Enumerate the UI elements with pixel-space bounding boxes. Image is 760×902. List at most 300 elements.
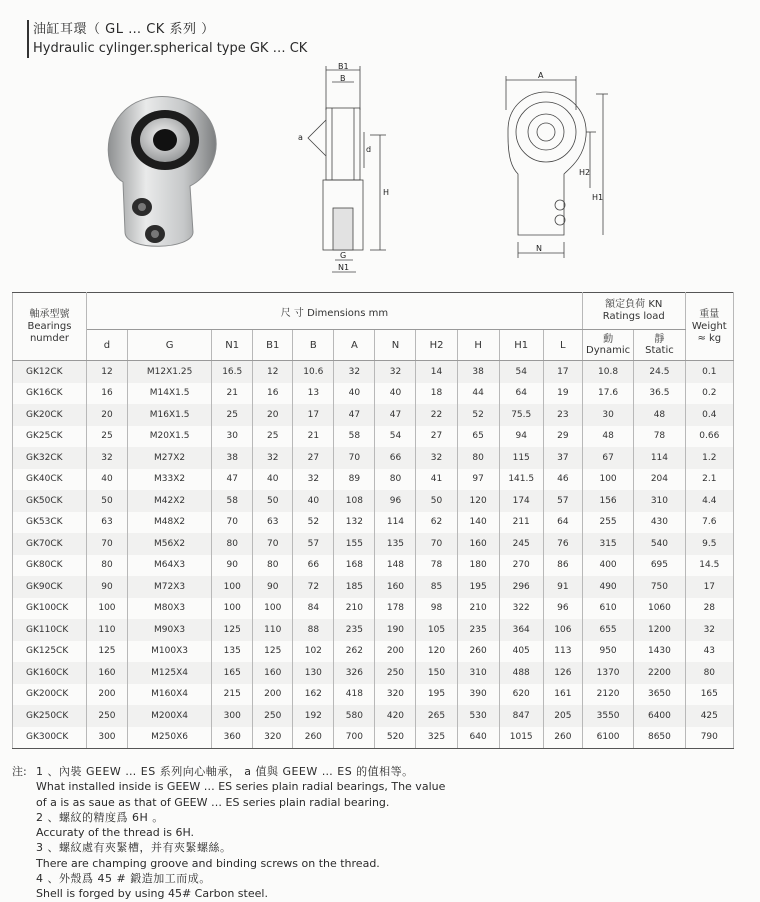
table-cell: 114 bbox=[634, 447, 685, 469]
table-cell: 80 bbox=[685, 662, 733, 684]
table-cell: 0.4 bbox=[685, 404, 733, 426]
title-chinese: 油缸耳環（ GL … CK 系列 ） bbox=[33, 22, 215, 37]
table-cell: 326 bbox=[334, 662, 375, 684]
table-cell: 80 bbox=[86, 555, 127, 577]
model-cell: GK110CK bbox=[13, 619, 87, 641]
table-cell: 32 bbox=[416, 447, 457, 469]
note-2-cn: 2 、螺紋的精度爲 6H 。 bbox=[36, 810, 164, 824]
header-ratings-en: Ratings load bbox=[602, 311, 665, 322]
header-model-cn: 軸承型號 bbox=[29, 308, 70, 320]
table-cell: 100 bbox=[212, 598, 253, 620]
note-4-cn: 4 、外殼爲 45 # 鍛造加工而成。 bbox=[36, 872, 211, 886]
model-cell: GK16CK bbox=[13, 383, 87, 405]
table-cell: 43 bbox=[685, 641, 733, 663]
table-cell: 75.5 bbox=[499, 404, 543, 426]
table-row bbox=[13, 469, 734, 491]
column-header-b: B bbox=[293, 330, 334, 361]
label-n: N bbox=[536, 244, 542, 253]
table-row bbox=[13, 619, 734, 641]
model-cell: GK25CK bbox=[13, 426, 87, 448]
spec-table bbox=[12, 292, 734, 749]
table-cell: 64 bbox=[543, 512, 582, 534]
table-cell: 10.6 bbox=[293, 361, 334, 383]
table-cell: 132 bbox=[334, 512, 375, 534]
table-cell: 40 bbox=[334, 383, 375, 405]
table-cell: 108 bbox=[334, 490, 375, 512]
table-cell: 322 bbox=[499, 598, 543, 620]
table-cell: 360 bbox=[212, 727, 253, 749]
label-n1: N1 bbox=[338, 263, 350, 272]
table-row bbox=[13, 490, 734, 512]
table-cell: 1060 bbox=[634, 598, 685, 620]
table-cell: 90 bbox=[212, 555, 253, 577]
header-model-en1: Bearings bbox=[27, 320, 72, 332]
table-cell: 320 bbox=[253, 727, 293, 749]
table-cell: 80 bbox=[375, 469, 416, 491]
table-cell: 250 bbox=[375, 662, 416, 684]
table-cell: 1430 bbox=[634, 641, 685, 663]
label-b1: B1 bbox=[338, 62, 349, 71]
table-row bbox=[13, 555, 734, 577]
header-weight-unit: ≈ kg bbox=[697, 332, 722, 344]
table-cell: M80X3 bbox=[127, 598, 211, 620]
table-cell: 174 bbox=[499, 490, 543, 512]
header-weight-en: Weight bbox=[691, 320, 727, 332]
table-cell: 65 bbox=[457, 426, 499, 448]
table-cell: 750 bbox=[634, 576, 685, 598]
table-cell: 113 bbox=[543, 641, 582, 663]
table-row bbox=[13, 383, 734, 405]
table-cell: 100 bbox=[86, 598, 127, 620]
table-cell: 14 bbox=[416, 361, 457, 383]
table-cell: 211 bbox=[499, 512, 543, 534]
table-cell: 48 bbox=[634, 404, 685, 426]
table-cell: 135 bbox=[375, 533, 416, 555]
table-cell: 27 bbox=[293, 447, 334, 469]
table-cell: 36.5 bbox=[634, 383, 685, 405]
notes-section bbox=[12, 764, 445, 902]
table-cell: 41 bbox=[416, 469, 457, 491]
table-cell: 162 bbox=[293, 684, 334, 706]
table-row bbox=[13, 361, 734, 383]
table-cell: 245 bbox=[499, 533, 543, 555]
table-cell: 32 bbox=[253, 447, 293, 469]
header-dimensions: 尺 寸 Dimensions mm bbox=[86, 293, 582, 330]
table-cell: 195 bbox=[416, 684, 457, 706]
table-cell: 300 bbox=[86, 727, 127, 749]
label-a: a bbox=[298, 133, 303, 142]
table-cell: 32 bbox=[685, 619, 733, 641]
table-cell: 156 bbox=[582, 490, 633, 512]
table-cell: 24.5 bbox=[634, 361, 685, 383]
column-header-a: A bbox=[334, 330, 375, 361]
column-header-n: N bbox=[375, 330, 416, 361]
table-cell: 20 bbox=[253, 404, 293, 426]
header-dynamic bbox=[582, 330, 633, 361]
table-cell: 148 bbox=[375, 555, 416, 577]
table-cell: 21 bbox=[293, 426, 334, 448]
table-cell: 29 bbox=[543, 426, 582, 448]
table-cell: 28 bbox=[685, 598, 733, 620]
table-cell: 1015 bbox=[499, 727, 543, 749]
table-cell: 70 bbox=[253, 533, 293, 555]
table-cell: 847 bbox=[499, 705, 543, 727]
table-cell: 250 bbox=[86, 705, 127, 727]
table-cell: 70 bbox=[334, 447, 375, 469]
column-header-h: H bbox=[457, 330, 499, 361]
header-static bbox=[634, 330, 685, 361]
model-cell: GK125CK bbox=[13, 641, 87, 663]
table-cell: 425 bbox=[685, 705, 733, 727]
table-cell: 62 bbox=[416, 512, 457, 534]
table-cell: 204 bbox=[634, 469, 685, 491]
table-cell: 16.5 bbox=[212, 361, 253, 383]
table-cell: 488 bbox=[499, 662, 543, 684]
column-header-g: G bbox=[127, 330, 211, 361]
table-cell: 19 bbox=[543, 383, 582, 405]
table-cell: M125X4 bbox=[127, 662, 211, 684]
table-cell: M72X3 bbox=[127, 576, 211, 598]
label-d: d bbox=[366, 145, 372, 154]
table-cell: 190 bbox=[375, 619, 416, 641]
table-row bbox=[13, 576, 734, 598]
column-header-h2: H2 bbox=[416, 330, 457, 361]
table-cell: 115 bbox=[499, 447, 543, 469]
column-header-b1: B1 bbox=[253, 330, 293, 361]
table-cell: 430 bbox=[634, 512, 685, 534]
table-cell: 540 bbox=[634, 533, 685, 555]
table-cell: 695 bbox=[634, 555, 685, 577]
table-cell: 195 bbox=[457, 576, 499, 598]
table-cell: 160 bbox=[375, 576, 416, 598]
table-cell: 32 bbox=[86, 447, 127, 469]
table-cell: 126 bbox=[543, 662, 582, 684]
table-cell: 160 bbox=[253, 662, 293, 684]
table-cell: M20X1.5 bbox=[127, 426, 211, 448]
column-header-n1: N1 bbox=[212, 330, 253, 361]
table-cell: 7.6 bbox=[685, 512, 733, 534]
table-cell: 38 bbox=[457, 361, 499, 383]
table-cell: 418 bbox=[334, 684, 375, 706]
table-cell: 64 bbox=[499, 383, 543, 405]
table-cell: 790 bbox=[685, 727, 733, 749]
table-cell: 67 bbox=[582, 447, 633, 469]
model-cell: GK250CK bbox=[13, 705, 87, 727]
table-cell: 86 bbox=[543, 555, 582, 577]
table-cell: 78 bbox=[634, 426, 685, 448]
label-h: H bbox=[383, 188, 390, 197]
table-cell: 200 bbox=[86, 684, 127, 706]
note-1-en-line2: of a is as saue as that of GEEW … ES series plain radial bearing. bbox=[36, 795, 390, 809]
table-cell: 30 bbox=[582, 404, 633, 426]
table-cell: 3550 bbox=[582, 705, 633, 727]
table-cell: 580 bbox=[334, 705, 375, 727]
table-row bbox=[13, 662, 734, 684]
table-cell: 25 bbox=[253, 426, 293, 448]
table-cell: 950 bbox=[582, 641, 633, 663]
table-cell: M33X2 bbox=[127, 469, 211, 491]
table-cell: 27 bbox=[416, 426, 457, 448]
table-cell: 160 bbox=[457, 533, 499, 555]
table-cell: 6400 bbox=[634, 705, 685, 727]
table-cell: 265 bbox=[416, 705, 457, 727]
table-cell: 610 bbox=[582, 598, 633, 620]
header-ratings-cn: 額定負荷 KN bbox=[605, 299, 663, 310]
header-dynamic-en: Dynamic bbox=[586, 345, 631, 356]
table-cell: 210 bbox=[457, 598, 499, 620]
table-cell: 17 bbox=[293, 404, 334, 426]
table-cell: 260 bbox=[457, 641, 499, 663]
table-cell: 54 bbox=[499, 361, 543, 383]
table-cell: 12 bbox=[86, 361, 127, 383]
table-cell: 91 bbox=[543, 576, 582, 598]
model-cell: GK80CK bbox=[13, 555, 87, 577]
table-cell: 97 bbox=[457, 469, 499, 491]
model-cell: GK12CK bbox=[13, 361, 87, 383]
side-view-drawing bbox=[290, 60, 410, 278]
front-view-drawing bbox=[478, 70, 618, 266]
table-cell: 17 bbox=[685, 576, 733, 598]
table-cell: 40 bbox=[375, 383, 416, 405]
table-cell: 9.5 bbox=[685, 533, 733, 555]
table-cell: 44 bbox=[457, 383, 499, 405]
model-cell: GK100CK bbox=[13, 598, 87, 620]
table-cell: 80 bbox=[212, 533, 253, 555]
table-cell: 155 bbox=[334, 533, 375, 555]
table-cell: 96 bbox=[375, 490, 416, 512]
table-row bbox=[13, 447, 734, 469]
header-ratings bbox=[582, 293, 685, 330]
header-static-en: Static bbox=[645, 345, 674, 356]
table-cell: 2120 bbox=[582, 684, 633, 706]
note-2 bbox=[12, 810, 445, 841]
table-cell: 390 bbox=[457, 684, 499, 706]
table-cell: 90 bbox=[86, 576, 127, 598]
header-static-cn: 靜 bbox=[654, 334, 665, 345]
label-h2: H2 bbox=[579, 168, 591, 177]
table-cell: 17 bbox=[543, 361, 582, 383]
table-cell: 58 bbox=[334, 426, 375, 448]
table-cell: 12 bbox=[253, 361, 293, 383]
note-1-en-line1: What installed inside is GEEW … ES series plain radial bearings, The value bbox=[36, 780, 446, 794]
table-cell: 18 bbox=[416, 383, 457, 405]
table-row bbox=[13, 512, 734, 534]
table-cell: 400 bbox=[582, 555, 633, 577]
model-cell: GK53CK bbox=[13, 512, 87, 534]
note-3 bbox=[12, 840, 445, 871]
table-cell: 215 bbox=[212, 684, 253, 706]
table-cell: 135 bbox=[212, 641, 253, 663]
table-cell: 46 bbox=[543, 469, 582, 491]
table-cell: 66 bbox=[375, 447, 416, 469]
table-cell: 405 bbox=[499, 641, 543, 663]
table-cell: 260 bbox=[293, 727, 334, 749]
table-cell: 0.1 bbox=[685, 361, 733, 383]
spec-table-body bbox=[13, 361, 734, 749]
table-cell: 78 bbox=[416, 555, 457, 577]
table-cell: 205 bbox=[543, 705, 582, 727]
table-cell: 150 bbox=[416, 662, 457, 684]
table-cell: 260 bbox=[543, 727, 582, 749]
rod-end-photo bbox=[95, 82, 225, 262]
model-cell: GK20CK bbox=[13, 404, 87, 426]
table-cell: 88 bbox=[293, 619, 334, 641]
table-cell: 20 bbox=[86, 404, 127, 426]
table-cell: 80 bbox=[253, 555, 293, 577]
table-cell: 25 bbox=[212, 404, 253, 426]
table-cell: 1.2 bbox=[685, 447, 733, 469]
model-cell: GK40CK bbox=[13, 469, 87, 491]
header-dynamic-cn: 動 bbox=[603, 334, 614, 345]
table-cell: M160X4 bbox=[127, 684, 211, 706]
table-row bbox=[13, 641, 734, 663]
table-cell: 250 bbox=[253, 705, 293, 727]
table-row bbox=[13, 705, 734, 727]
table-cell: 165 bbox=[685, 684, 733, 706]
table-cell: 110 bbox=[86, 619, 127, 641]
table-cell: 140 bbox=[457, 512, 499, 534]
table-cell: 100 bbox=[212, 576, 253, 598]
table-cell: M64X3 bbox=[127, 555, 211, 577]
model-cell: GK90CK bbox=[13, 576, 87, 598]
table-cell: 0.66 bbox=[685, 426, 733, 448]
table-cell: 420 bbox=[375, 705, 416, 727]
model-cell: GK70CK bbox=[13, 533, 87, 555]
table-cell: M42X2 bbox=[127, 490, 211, 512]
table-cell: 168 bbox=[334, 555, 375, 577]
table-cell: 160 bbox=[86, 662, 127, 684]
table-cell: M90X3 bbox=[127, 619, 211, 641]
table-row bbox=[13, 533, 734, 555]
table-cell: 125 bbox=[212, 619, 253, 641]
table-cell: 210 bbox=[334, 598, 375, 620]
model-cell: GK200CK bbox=[13, 684, 87, 706]
table-cell: 47 bbox=[375, 404, 416, 426]
table-cell: 102 bbox=[293, 641, 334, 663]
header-model bbox=[13, 293, 87, 361]
table-cell: 106 bbox=[543, 619, 582, 641]
table-cell: 23 bbox=[543, 404, 582, 426]
table-cell: 32 bbox=[293, 469, 334, 491]
table-cell: 90 bbox=[253, 576, 293, 598]
header-model-en2: numder bbox=[29, 332, 69, 344]
table-cell: 14.5 bbox=[685, 555, 733, 577]
table-cell: 320 bbox=[375, 684, 416, 706]
table-cell: 4.4 bbox=[685, 490, 733, 512]
table-row bbox=[13, 684, 734, 706]
table-cell: 76 bbox=[543, 533, 582, 555]
table-cell: 235 bbox=[334, 619, 375, 641]
table-cell: 96 bbox=[543, 598, 582, 620]
label-h1: H1 bbox=[592, 193, 604, 202]
table-cell: 165 bbox=[212, 662, 253, 684]
table-row bbox=[13, 727, 734, 749]
table-cell: 72 bbox=[293, 576, 334, 598]
model-cell: GK50CK bbox=[13, 490, 87, 512]
table-cell: 200 bbox=[253, 684, 293, 706]
table-cell: 296 bbox=[499, 576, 543, 598]
table-cell: 70 bbox=[416, 533, 457, 555]
label-g: G bbox=[340, 251, 347, 260]
table-cell: 21 bbox=[212, 383, 253, 405]
table-cell: M100X3 bbox=[127, 641, 211, 663]
table-cell: 105 bbox=[416, 619, 457, 641]
table-cell: 114 bbox=[375, 512, 416, 534]
label-a-dim: A bbox=[538, 71, 544, 80]
column-header-l: L bbox=[543, 330, 582, 361]
table-cell: 70 bbox=[86, 533, 127, 555]
table-cell: 120 bbox=[416, 641, 457, 663]
table-cell: 30 bbox=[212, 426, 253, 448]
table-cell: 178 bbox=[375, 598, 416, 620]
table-row bbox=[13, 598, 734, 620]
table-cell: 120 bbox=[457, 490, 499, 512]
table-cell: 0.2 bbox=[685, 383, 733, 405]
table-cell: 300 bbox=[212, 705, 253, 727]
table-cell: 25 bbox=[86, 426, 127, 448]
table-cell: 48 bbox=[582, 426, 633, 448]
table-row bbox=[13, 404, 734, 426]
table-cell: 10.8 bbox=[582, 361, 633, 383]
table-row bbox=[13, 426, 734, 448]
table-cell: 200 bbox=[375, 641, 416, 663]
table-cell: 40 bbox=[86, 469, 127, 491]
table-cell: 94 bbox=[499, 426, 543, 448]
column-header-d: d bbox=[86, 330, 127, 361]
table-cell: 84 bbox=[293, 598, 334, 620]
table-cell: 6100 bbox=[582, 727, 633, 749]
table-cell: 620 bbox=[499, 684, 543, 706]
table-cell: 66 bbox=[293, 555, 334, 577]
table-cell: 17.6 bbox=[582, 383, 633, 405]
table-cell: 130 bbox=[293, 662, 334, 684]
note-4-en: Shell is forged by using 45# Carbon steel. bbox=[36, 887, 268, 901]
table-cell: 185 bbox=[334, 576, 375, 598]
table-cell: 98 bbox=[416, 598, 457, 620]
column-header-h1: H1 bbox=[499, 330, 543, 361]
table-cell: 16 bbox=[86, 383, 127, 405]
table-cell: 100 bbox=[582, 469, 633, 491]
title-english: Hydraulic cylinger.spherical type GK … CK bbox=[33, 41, 308, 56]
table-cell: 490 bbox=[582, 576, 633, 598]
table-cell: 38 bbox=[212, 447, 253, 469]
table-cell: M48X2 bbox=[127, 512, 211, 534]
table-cell: 141.5 bbox=[499, 469, 543, 491]
model-cell: GK32CK bbox=[13, 447, 87, 469]
table-cell: 262 bbox=[334, 641, 375, 663]
table-cell: 270 bbox=[499, 555, 543, 577]
table-cell: 161 bbox=[543, 684, 582, 706]
table-cell: 235 bbox=[457, 619, 499, 641]
header-weight-cn: 重量 bbox=[699, 308, 720, 320]
model-cell: GK160CK bbox=[13, 662, 87, 684]
note-2-en: Accuraty of the thread is 6H. bbox=[36, 826, 195, 840]
table-cell: 40 bbox=[293, 490, 334, 512]
table-cell: 52 bbox=[293, 512, 334, 534]
table-cell: 180 bbox=[457, 555, 499, 577]
table-cell: 57 bbox=[293, 533, 334, 555]
note-1 bbox=[12, 764, 445, 810]
table-cell: 50 bbox=[416, 490, 457, 512]
table-cell: 89 bbox=[334, 469, 375, 491]
table-cell: 63 bbox=[86, 512, 127, 534]
table-cell: 125 bbox=[86, 641, 127, 663]
table-cell: 255 bbox=[582, 512, 633, 534]
table-cell: 110 bbox=[253, 619, 293, 641]
table-cell: 70 bbox=[212, 512, 253, 534]
note-1-cn: 1 、內裝 GEEW … ES 系列向心軸承， a 值與 GEEW … ES 的值相等。 bbox=[36, 765, 414, 778]
table-cell: 47 bbox=[212, 469, 253, 491]
